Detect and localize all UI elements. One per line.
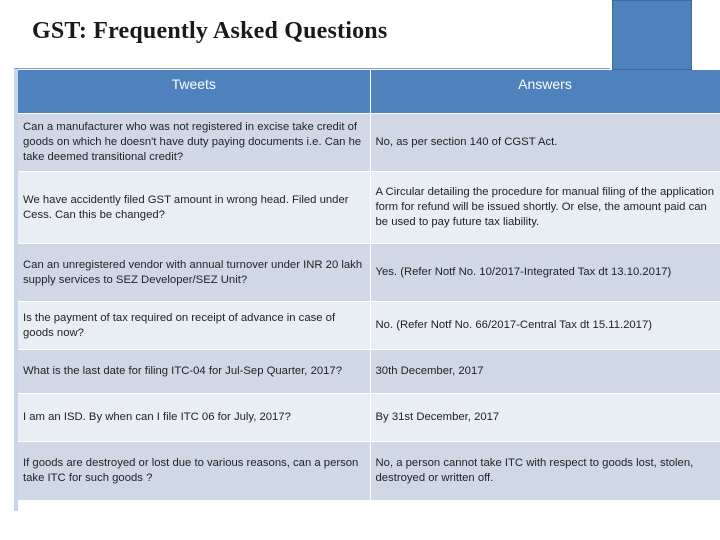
answer-cell: By 31st December, 2017	[370, 394, 720, 442]
table-row	[18, 350, 720, 394]
table-row	[18, 394, 720, 442]
question-cell: Can a manufacturer who was not registered in excise take credit of goods on which he doesn't have duty paying documents i.e. Can he take deemed transitional credit?	[18, 114, 370, 172]
question-cell: I am an ISD. By when can I file ITC 06 for July, 2017?	[18, 394, 370, 442]
table-row	[18, 114, 720, 172]
column-header-answers: Answers	[370, 70, 720, 114]
answer-cell: 30th December, 2017	[370, 350, 720, 394]
table-header-row	[18, 70, 720, 114]
faq-table	[18, 70, 720, 500]
answer-cell: No, a person cannot take ITC with respect to goods lost, stolen, destroyed or written off.	[370, 442, 720, 500]
question-cell: Can an unregistered vendor with annual turnover under INR 20 lakh supply services to SEZ Developer/SEZ Unit?	[18, 244, 370, 302]
question-cell: What is the last date for filing ITC-04 for Jul-Sep Quarter, 2017?	[18, 350, 370, 394]
title-divider	[14, 68, 610, 69]
answer-cell: Yes. (Refer Notf No. 10/2017-Integrated Tax dt 13.10.2017)	[370, 244, 720, 302]
page-title: GST: Frequently Asked Questions	[32, 18, 388, 44]
table-row	[18, 302, 720, 350]
question-cell: We have accidently filed GST amount in wrong head. Filed under Cess. Can this be changed?	[18, 172, 370, 244]
question-cell: Is the payment of tax required on receipt of advance in case of goods now?	[18, 302, 370, 350]
table-row	[18, 442, 720, 500]
answer-cell: No, as per section 140 of CGST Act.	[370, 114, 720, 172]
question-cell: If goods are destroyed or lost due to various reasons, can a person take ITC for such goods ?	[18, 442, 370, 500]
corner-decoration	[612, 0, 692, 70]
answer-cell: A Circular detailing the procedure for manual filing of the application form for refund will be issued shortly. Or else, the amount paid can be used to pay future tax liability.	[370, 172, 720, 244]
table-row	[18, 172, 720, 244]
table-row	[18, 244, 720, 302]
column-header-tweets: Tweets	[18, 70, 370, 114]
answer-cell: No. (Refer Notf No. 66/2017-Central Tax dt 15.11.2017)	[370, 302, 720, 350]
